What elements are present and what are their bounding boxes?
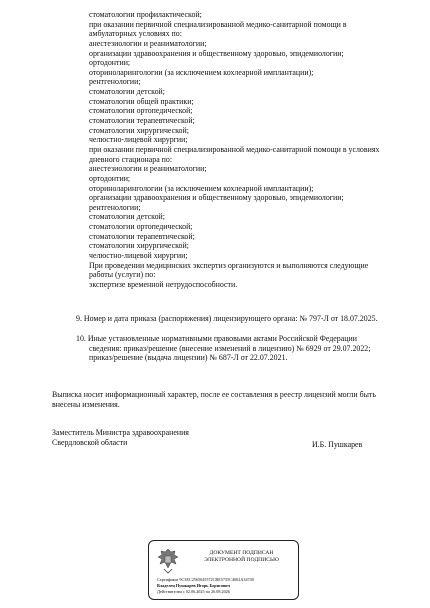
list-item: стоматологии профилактической; [89,10,202,19]
electronic-signature-stamp [148,540,299,600]
list-item: челюстно-лицевой хирургии; [89,135,188,145]
list-item: оториноларингологии (за исключением кохлеарной имплантации); [89,67,314,77]
list-item: при оказании первичной специализированной медико-санитарной помощи в [89,19,347,29]
list-item: рентгенологии; [89,202,141,212]
stamp-certificate: Сертификат 9C3EC2565045572CBE5735C4002A34740 [157,577,254,582]
list-item: ортодонтии; [89,173,131,183]
stamp-heading-line: ЭЛЕКТРОННОЙ ПОДПИСЬЮ [204,556,279,563]
stamp-validity: Действителен с 02.06.2025 по 26.08.2026 [157,589,230,594]
list-item: организации здравоохранения и общественному здоровью, эпидемиологии; [89,48,344,58]
list-item: ортодонтии; [89,58,131,68]
list-item: челюстно-лицевой хирургии; [89,251,188,261]
signer-name: И.Б. Пушкарев [312,440,363,449]
list-item: стоматологии детской; [89,87,165,97]
stamp-heading-line: ДОКУМЕНТ ПОДПИСАН [209,550,274,556]
list-item: организации здравоохранения и общественному здоровью, эпидемиологии; [89,193,344,203]
list-item: анестезиологии и реаниматологии; [89,164,207,174]
list-item: стоматологии терапевтической; [89,231,195,241]
signer-title [52,428,189,447]
signer-title-line: Свердловской области [52,437,128,447]
stamp-owner: Владелец Пушкарев Игорь Борисович [157,583,230,588]
list-item: При проведении медицинских экспертиз организуются и выполняются следующие [89,260,369,270]
list-item: стоматологии хирургической; [89,125,189,135]
item-10-line: сведения: приказ/решение (внесение изменений в лицензию) № 6929 от 29.07.2022; [89,343,371,353]
list-item: стоматологии хирургической; [89,241,189,251]
item-10-line: 10. Иные установленные нормативными правовыми актами Российской Федерации [76,334,357,343]
list-item: анестезиологии и реаниматологии; [89,38,207,48]
item-9-text: 9. Номер и дата приказа (распоряжения) лицензирующего органа: № 797-Л от 18.07.2025. [76,314,378,323]
list-item: стоматологии общей практики; [89,96,194,106]
list-item: стоматологии терапевтической; [89,116,195,126]
item-10 [76,334,411,363]
list-item: оториноларингологии (за исключением кохлеарной имплантации); [89,183,314,193]
list-item: дневного стационара по: [89,154,173,164]
item-10-line: приказ/решение (выдача лицензии) № 687-Л от 22.07.2021. [89,353,288,363]
list-item: при оказании первичной специализированной медико-санитарной помощи в условиях [89,144,380,154]
disclaimer-line: внесены изменения. [52,399,120,409]
list-item: стоматологии ортопедической; [89,106,193,116]
list-item: стоматологии детской; [89,212,165,222]
disclaimer-note [52,390,412,409]
list-item: амбулаторных условиях по: [89,29,182,39]
coat-of-arms-icon [155,547,181,575]
list-item: работы (услуги) по: [89,270,156,280]
signer-title-line: Заместитель Министра здравоохранения [52,428,189,437]
list-item: стоматологии ортопедической; [89,222,193,232]
item-9 [76,314,411,324]
license-activities-list [76,10,411,290]
disclaimer-line: Выписка носит информационный характер, после ее составления в реестр лицензий могли быть [52,390,376,399]
list-item: рентгенологии; [89,77,141,87]
stamp-heading [189,550,294,564]
list-item: экспертизе временной нетрудоспособности. [89,279,238,289]
